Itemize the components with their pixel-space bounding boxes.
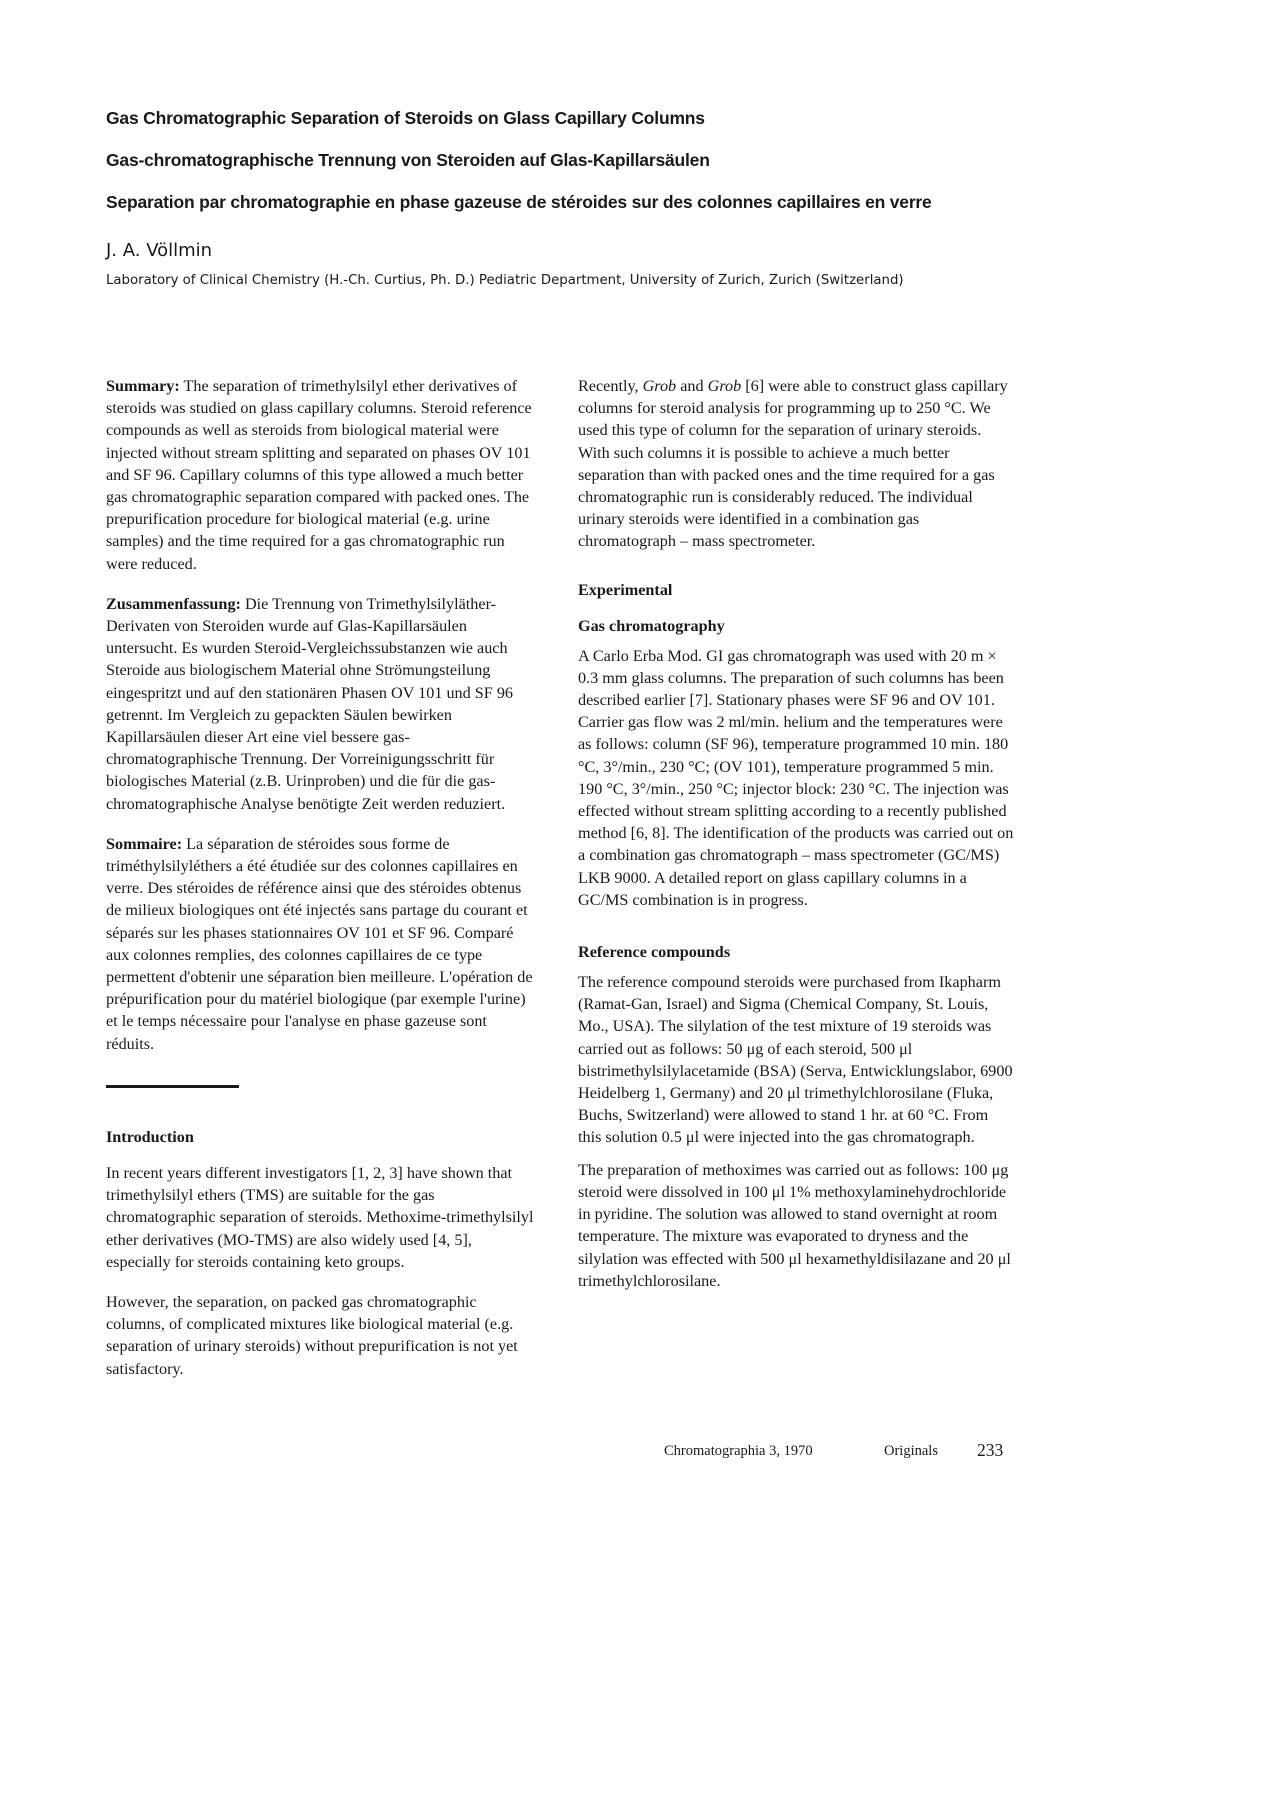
summary-label: Summary:	[106, 377, 180, 395]
gas-chromatography-paragraph: A Carlo Erba Mod. GI gas chromatograph was used with 20 m × 0.3 mm glass columns. The preparation of such columns has been described earlier [7]. Stationary phases were SF 96 and OV 101. Carrier gas flow was 2 ml/min. helium and the temperatures were as follows: column (SF 96), temperature programmed 10 min. 180 °C, 3°/min., 230 °C; (OV 101), temperature programmed 5 min. 190 °C, 3°/min., 250 °C; injector block: 230 °C. The injection was effected without stream splitting according to a recently published method [6, 8]. The identification of the products was carried out on a combination gas chromatograph – mass spectrometer (GC/MS) LKB 9000. A detailed report on glass capillary columns in a GC/MS combination is in progress.	[578, 646, 1014, 909]
right-column	[578, 375, 1014, 1310]
title-english: Gas Chromatographic Separation of Steroids on Glass Capillary Columns	[106, 108, 705, 128]
title-french: Separation par chromatographie en phase gazeuse de stéroides sur des colonnes capillaires en verre	[106, 192, 932, 212]
author-ref-grob-1: Grob	[642, 377, 677, 395]
intro-continuation-paragraph	[578, 375, 1014, 553]
intro-text-part-1: Recently,	[578, 377, 643, 395]
introduction-paragraph-1: In recent years different investigators [1, 2, 3] have shown that trimethylsilyl ethers (TMS) are suitable for the gas chromatographic separation of steroids. Methoxime-trimethylsilyl ether derivatives (MO-TMS) are also widely used [4, 5], especially for steroids containing keto groups.	[106, 1163, 534, 1271]
introduction-heading: Introduction	[106, 1127, 194, 1146]
zusammenfassung-text: Die Trennung von Trimethylsilyläther-Derivaten von Steroiden wurde auf Glas-Kapillarsäulen untersucht. Es wurden Steroid-Vergleichssubstanzen wie auch Steroide aus biologischem Material ohne Strömungsteilung eingespritzt und auf den stationären Phasen OV 101 und SF 96 getrennt. Im Vergleich zu gepackten Säulen bewirken Kapillarsäulen dieser Art eine viel bessere gas-chromatographische Trennung. Der Vorreinigungsschritt für biologisches Material (z.B. Urinproben) und die für die gas-chromatographische Analyse benötigte Zeit werden reduziert.	[106, 594, 514, 813]
page-number: 233	[977, 1440, 1004, 1460]
intro-text-and: and	[676, 377, 708, 395]
sommaire-text: La séparation de stéroides sous forme de triméthylsilyléthers a été étudiée sur des colonnes capillaires en verre. Des stéroides de référence ainsi que des stéroides obtenus de milieux biologiques ont été injectés sans partage du courant et séparés sur les phases stationnaires OV 101 et SF 96. Comparé aux colonnes remplies, des colonnes capillaires de ce type permettent d'obtenir une séparation bien meilleure. L'opération de prépurification pour du matériel biologique (par exemple l'urine) et le temps nécessaire pour l'analyse en phase gazeuse sont réduits.	[106, 834, 533, 1053]
introduction-paragraph-2: However, the separation, on packed gas chromatographic columns, of complicated mixtures like biological material (e.g. separation of urinary steroids) without prepurification is not yet satisfactory.	[106, 1292, 518, 1378]
summary-text: The separation of trimethylsilyl ether derivatives of steroids was studied on glass capillary columns. Steroid reference compounds as well as steroids from biological material were injected without stream splitting and separated on phases OV 101 and SF 96. Capillary columns of this type allowed a much better gas chromatographic separation compared with packed ones. The prepurification procedure for biological material (e.g. urine samples) and the time required for a gas chromatographic run were reduced.	[106, 377, 532, 573]
experimental-heading: Experimental	[578, 580, 673, 599]
sommaire-label: Sommaire:	[106, 834, 183, 853]
zusammenfassung-label: Zusammenfassung:	[106, 594, 241, 613]
page-footer	[0, 1440, 1103, 1464]
affiliation: Laboratory of Clinical Chemistry (H.-Ch. Curtius, Ph. D.) Pediatric Department, University of Zurich, Zurich (Switzerland)	[106, 273, 904, 288]
title-german: Gas-chromatographische Trennung von Steroiden auf Glas-Kapillarsäulen	[106, 150, 710, 170]
reference-compounds-paragraph-1: The reference compound steroids were purchased from Ikapharm (Ramat-Gan, Israel) and Sigma (Chemical Company, St. Louis, Mo., USA). The silylation of the test mixture of 19 steroids was carried out as follows: 50 μg of each steroid, 500 μl bistrimethylsilylacetamide (BSA) (Serva, Entwicklungslabor, 6900 Heidelberg 1, Germany) and 20 μl trimethylchlorosilane (Fluka, Buchs, Switzerland) were allowed to stand 1 hr. at 60 °C. From this solution 0.5 μl were injected into the gas chromatograph.	[578, 973, 1013, 1147]
left-column	[106, 375, 538, 1398]
summary-paragraph	[106, 375, 538, 575]
section-divider	[106, 1085, 239, 1088]
gas-chromatography-heading: Gas chromatography	[578, 616, 725, 635]
title-block	[106, 107, 1006, 233]
intro-text-part-2: [6] were able to construct glass capillary columns for steroid analysis for programming up to 250 °C. We used this type of column for the separation of urinary steroids. With such columns it is possible to achieve a much better separation than with packed ones and the time required for a gas chromatographic run is considerably reduced. The individual urinary steroids were identified in a combination gas chromatograph – mass spectrometer.	[578, 377, 1008, 551]
sommaire-paragraph	[106, 833, 538, 1055]
zusammenfassung-paragraph	[106, 593, 538, 815]
reference-compounds-heading: Reference compounds	[578, 943, 731, 962]
journal-citation: Chromatographia 3, 1970	[664, 1443, 813, 1459]
author: J. A. Völlmin	[106, 240, 213, 261]
author-ref-grob-2: Grob	[707, 377, 742, 395]
reference-compounds-paragraph-2: The preparation of methoximes was carried out as follows: 100 μg steroid were dissolved in 100 μl 1% methoxylaminehydrochloride in pyridine. The solution was allowed to stand overnight at room temperature. The mixture was evaporated to dryness and the silylation was effected with 500 μl hexamethyldisilazane and 20 μl trimethylchlorosilane.	[578, 1160, 1011, 1290]
section-label: Originals	[884, 1443, 938, 1459]
